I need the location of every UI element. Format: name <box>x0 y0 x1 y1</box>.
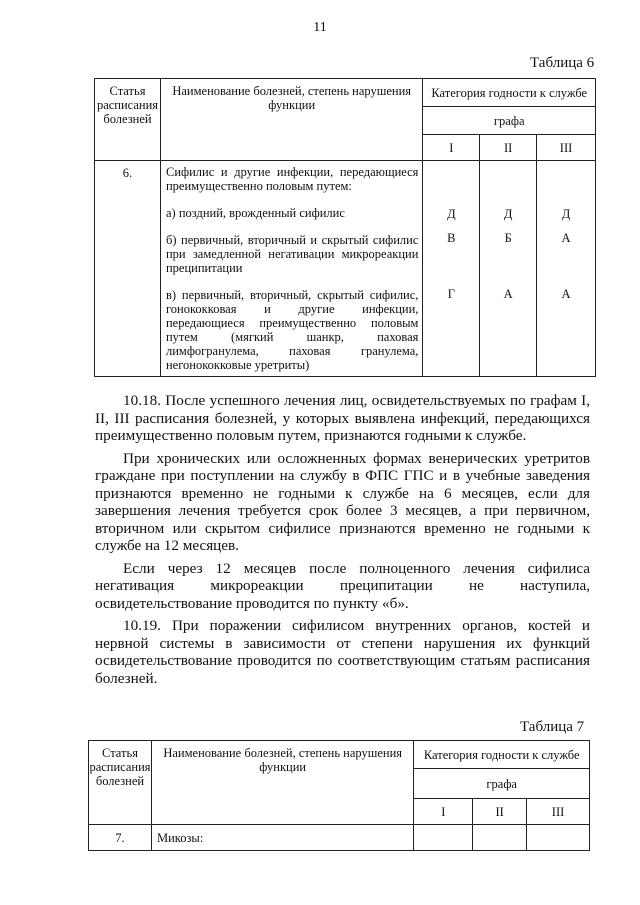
table6-item-0-text: Сифилис и другие инфекции, передающиеся преимущественно половым путем: <box>165 165 419 193</box>
table6-item-3-col1: Г <box>447 287 455 301</box>
table6-item-2-col3: А <box>561 231 571 245</box>
table7-row-description: Микозы: <box>151 825 413 851</box>
table6-item-2-col2: Б <box>504 231 512 245</box>
table6-header-col3: III <box>537 135 596 161</box>
table6 <box>94 78 596 377</box>
table6-header-category: Категория годности к службе <box>423 79 596 107</box>
table6-header-column: графа <box>423 107 596 135</box>
table6-item-3-col3: А <box>561 287 571 301</box>
table6-item-3-text: в) первичный, вторичный, скрытый сифилис, гонококковая и другие инфекции, передающиеся преимущественно половым путем (мягкий шанкр, паховая лимфогранулема, паховая гранулема, негонококковые уретриты) <box>165 288 419 372</box>
table6-row-description <box>160 161 422 377</box>
paragraph-10-19: 10.19. При поражении сифилисом внутренних органов, костей и нервной системы в зависимости от степени нарушения их функций освидетельствование проводится по соответствующим статьям расписания болезней. <box>95 617 590 687</box>
table7 <box>88 740 590 851</box>
table7-header-column: графа <box>414 769 590 799</box>
table7-header-col3: III <box>527 799 590 825</box>
table7-row-col2 <box>473 825 527 851</box>
table6-header-col2: II <box>480 135 537 161</box>
page-number: 11 <box>313 20 327 35</box>
table6-caption: Таблица 6 <box>530 55 595 71</box>
table6-col3-values <box>537 161 596 377</box>
table6-item-2-text: б) первичный, вторичный и скрытый сифилис при замедленной негативации микрореакции преципитации <box>165 233 419 275</box>
table6-item-3-col2: А <box>503 287 513 301</box>
table6-item-1-col3: Д <box>561 207 571 221</box>
body-text <box>95 392 590 687</box>
paragraph-10-18: 10.18. После успешного лечения лиц, освидетельствуемых по графам I, II, III расписания болезней, у которых выявлена инфекций, передающихся преимущественно половым путем, признаются годными к службе. <box>95 392 590 444</box>
table6-item-2-col1: В <box>447 231 456 245</box>
table6-item-1-col1: Д <box>447 207 456 221</box>
table7-header-article: Статья расписания болезней <box>89 741 152 825</box>
table7-header-col1: I <box>414 799 473 825</box>
table6-col2-values <box>480 161 537 377</box>
table6-col1-values <box>423 161 480 377</box>
table7-caption: Таблица 7 <box>520 719 585 735</box>
table7-row-article: 7. <box>89 825 152 851</box>
table6-header-article: Статья расписания болезней <box>95 79 161 161</box>
paragraph-chronic: При хронических или осложненных формах венерических уретритов граждане при поступлении на службу в ФПС ГПС и в учебные заведения признаются временно не годными к службе на 6 месяцев, если для завершения лечения требуется срок более 3 месяцев, а при первичном, вторичном или скрытом сифилисе признаются временно не годными к службе на 12 месяцев. <box>95 449 590 554</box>
table6-row-article: 6. <box>95 161 161 377</box>
table6-item-1-col2: Д <box>503 207 513 221</box>
table7-header-name: Наименование болезней, степень нарушения функции <box>151 741 413 825</box>
paragraph-negation: Если через 12 месяцев после полноценного лечения сифилиса негативация микрореакции преципитации не наступила, освидетельствование проводится по пункту «б». <box>95 559 590 612</box>
table6-item-1-text: а) поздний, врожденный сифилис <box>165 206 345 220</box>
table7-row-col1 <box>414 825 473 851</box>
table6-header-name: Наименование болезней, степень нарушения функции <box>160 79 422 161</box>
table7-header-category: Категория годности к службе <box>414 741 590 769</box>
table7-header-col2: II <box>473 799 527 825</box>
table6-header-col1: I <box>423 135 480 161</box>
table7-row-col3 <box>527 825 590 851</box>
